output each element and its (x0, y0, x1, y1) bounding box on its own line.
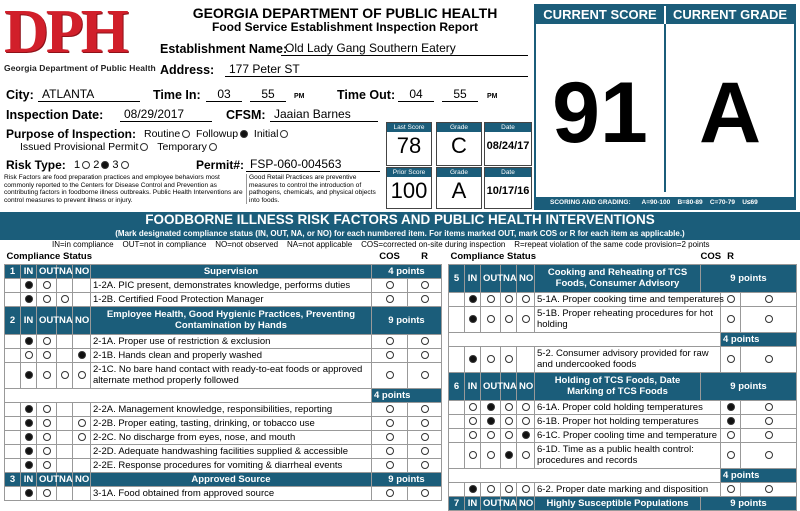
col-na: NA (57, 472, 73, 486)
purpose-temporary-label: Temporary (157, 141, 207, 153)
table-row (5, 458, 442, 472)
cos-radio[interactable] (386, 371, 394, 379)
risk-factors-note: Risk Factors are food preparation practices and employee behaviors most commonly reported to the Centers for Disease Control and Prevention as contributing factors in foodborne illness outbreaks. Public Health Interventions are control measures to prevent illness or injury. (4, 174, 243, 204)
r-header: R (727, 251, 734, 263)
item-label: 1-2B. Certified Food Protection Manager (91, 292, 372, 306)
status-radio[interactable] (469, 485, 477, 493)
risk-type-options (74, 159, 129, 171)
risk-2-radio[interactable] (101, 161, 109, 169)
last-score-value: 78 (396, 133, 422, 158)
r-radio[interactable] (421, 461, 429, 469)
purpose-temporary-radio[interactable] (209, 143, 217, 151)
permit-label: Permit#: (196, 158, 245, 172)
table-row (5, 348, 442, 362)
item-label: 5-1A. Proper cooking time and temperatures (535, 292, 721, 306)
status-radio[interactable] (522, 295, 530, 303)
last-score-box (386, 122, 432, 166)
section-title: Cooking and Reheating of TCS Foods, Consumer Advisory (535, 264, 701, 292)
status-radio[interactable] (505, 403, 513, 411)
banner-instructions: (Mark designated compliance status (IN, OUT, NA, or NO) for each numbered item. For items marked OUT, mark COS or R for each item as applicable.) (115, 229, 685, 238)
item-label: 2-2C. No discharge from eyes, nose, and mouth (91, 430, 372, 444)
item-label: 6-1A. Proper cold holding temperatures (535, 400, 721, 414)
cfsm-value: Jaaian Barnes (270, 107, 378, 122)
col-in: IN (465, 372, 481, 400)
purpose-followup-label: Followup (196, 128, 239, 140)
prior-grade-box (436, 167, 482, 209)
col-out: OUT (481, 372, 501, 400)
section-title: Employee Health, Good Hygienic Practices, Preventing Contamination by Hands (91, 306, 372, 334)
section-points: 9 points (372, 472, 442, 486)
risk-3-label: 3 (112, 159, 119, 171)
cos-radio[interactable] (386, 489, 394, 497)
item-label: 2-2E. Response procedures for vomiting & diarrheal events (91, 458, 372, 472)
cfsm-label: CFSM: (226, 108, 266, 122)
dph-logo (4, 0, 156, 78)
status-radio[interactable] (25, 489, 33, 497)
status-radio[interactable] (25, 461, 33, 469)
section-points: 4 points (721, 468, 797, 482)
purpose-label: Purpose of Inspection: (6, 127, 137, 141)
section-number: 2 (5, 306, 21, 334)
section-points: 9 points (701, 372, 797, 400)
item-label: 6-2. Proper date marking and disposition (535, 482, 721, 496)
table-row (449, 428, 797, 442)
status-radio[interactable] (43, 419, 51, 427)
scale-b: B=80-89 (677, 199, 703, 206)
col-na: NA (57, 306, 73, 334)
purpose-options-row2 (20, 141, 217, 153)
status-radio[interactable] (43, 351, 51, 359)
status-radio[interactable] (61, 371, 69, 379)
section-points: 4 points (721, 332, 797, 346)
r-radio[interactable] (765, 485, 773, 493)
legend-in: IN=in compliance (52, 240, 114, 249)
status-radio[interactable] (25, 351, 33, 359)
purpose-options-row1 (144, 128, 288, 140)
cos-radio[interactable] (386, 281, 394, 289)
prior-date-box (484, 167, 532, 209)
status-radio[interactable] (78, 351, 86, 359)
time-in-minute: 55 (250, 87, 286, 102)
status-radio[interactable] (25, 447, 33, 455)
section-title: Holding of TCS Foods, Date Marking of TCS Foods (535, 372, 701, 400)
time-out-minute: 55 (442, 87, 478, 102)
r-radio[interactable] (421, 433, 429, 441)
legend-na: NA=not applicable (287, 240, 353, 249)
current-grade-value: A (698, 65, 762, 161)
r-radio[interactable] (421, 447, 429, 455)
establishment-name-value: Old Lady Gang Southern Eatery (281, 41, 528, 56)
cos-radio[interactable] (386, 419, 394, 427)
table-row (5, 416, 442, 430)
col-in: IN (21, 306, 37, 334)
retail-practices-note: Good Retail Practices are preventive measures to control the introduction of pathogens, chemicals, and physical objects into foods. (246, 174, 382, 204)
col-in: IN (21, 472, 37, 486)
section-title: Highly Susceptible Populations (535, 496, 701, 510)
last-score-label: Last Score (387, 123, 431, 132)
table-row (449, 482, 797, 496)
scoring-legend (536, 197, 794, 209)
legend-out: OUT=not in compliance (122, 240, 207, 249)
city-value: ATLANTA (38, 87, 140, 102)
item-label: 2-1B. Hands clean and properly washed (91, 348, 372, 362)
scoring-label: SCORING AND GRADING: (550, 199, 631, 206)
status-radio[interactable] (487, 295, 495, 303)
table-row (5, 486, 442, 500)
cos-radio[interactable] (727, 451, 735, 459)
table-row (449, 346, 797, 372)
prior-score-value: 100 (390, 178, 428, 203)
item-label: 6-1D. Time as a public health control: procedures and records (535, 442, 721, 468)
establishment-name-label: Establishment Name: (160, 42, 288, 56)
status-radio[interactable] (469, 417, 477, 425)
status-radio[interactable] (43, 337, 51, 345)
cos-radio[interactable] (386, 447, 394, 455)
status-radio[interactable] (25, 337, 33, 345)
purpose-initial-radio[interactable] (280, 130, 288, 138)
status-radio[interactable] (505, 315, 513, 323)
compliance-status-header: Compliance Status (450, 251, 537, 263)
r-radio[interactable] (421, 295, 429, 303)
r-radio[interactable] (421, 371, 429, 379)
r-radio[interactable] (421, 419, 429, 427)
cos-radio[interactable] (727, 403, 735, 411)
cos-radio[interactable] (386, 461, 394, 469)
status-radio[interactable] (25, 281, 33, 289)
table-row (5, 334, 442, 348)
risk-1-label: 1 (74, 159, 81, 171)
status-radio[interactable] (25, 371, 33, 379)
status-legend (52, 240, 800, 249)
status-radio[interactable] (522, 485, 530, 493)
purpose-provisional-radio[interactable] (140, 143, 148, 151)
status-radio[interactable] (78, 419, 86, 427)
item-label: 2-2D. Adequate handwashing facilities supplied & accessible (91, 444, 372, 458)
current-score-label: CURRENT SCORE (536, 6, 664, 24)
legend-no: NO=not observed (215, 240, 279, 249)
cos-radio[interactable] (386, 351, 394, 359)
status-radio[interactable] (469, 315, 477, 323)
r-radio[interactable] (421, 337, 429, 345)
section-number: 5 (449, 264, 465, 292)
col-na: NA (57, 264, 73, 278)
section-points: 9 points (701, 264, 797, 292)
legend-r: R=repeat violation of the same code provision=2 points (514, 240, 710, 249)
time-out-ampm: PM (487, 93, 498, 100)
status-radio[interactable] (25, 433, 33, 441)
table-row (5, 278, 442, 292)
prior-grade-value: A (451, 178, 467, 203)
r-radio[interactable] (765, 417, 773, 425)
col-na: NA (501, 264, 517, 292)
section-number: 1 (5, 264, 21, 278)
status-radio[interactable] (487, 403, 495, 411)
item-label: 2-2B. Proper eating, tasting, drinking, or tobacco use (91, 416, 372, 430)
cos-radio[interactable] (727, 315, 735, 323)
purpose-routine-label: Routine (144, 128, 181, 140)
status-radio[interactable] (505, 355, 513, 363)
section-points: 9 points (372, 306, 442, 334)
col-no: NO (517, 264, 535, 292)
inspection-date-label: Inspection Date: (6, 108, 104, 122)
table-row (449, 400, 797, 414)
report-title: GEORGIA DEPARTMENT OF PUBLIC HEALTH (192, 5, 498, 21)
current-grade-label: CURRENT GRADE (666, 6, 794, 24)
status-radio[interactable] (522, 417, 530, 425)
purpose-provisional-label: Issued Provisional Permit (20, 141, 139, 153)
status-radio[interactable] (25, 419, 33, 427)
left-compliance-table (4, 250, 442, 501)
status-radio[interactable] (43, 489, 51, 497)
table-row (449, 306, 797, 332)
address-label: Address: (160, 63, 215, 77)
status-radio[interactable] (43, 281, 51, 289)
prior-score-box (386, 167, 432, 209)
current-score-value: 91 (552, 65, 648, 161)
r-radio[interactable] (421, 405, 429, 413)
table-row (449, 414, 797, 428)
cos-radio[interactable] (386, 405, 394, 413)
section-points: 4 points (372, 388, 442, 402)
status-radio[interactable] (78, 371, 86, 379)
status-radio[interactable] (522, 315, 530, 323)
time-out-hour: 04 (398, 87, 434, 102)
section-points: 9 points (701, 496, 797, 510)
status-radio[interactable] (487, 355, 495, 363)
purpose-initial-label: Initial (253, 128, 279, 140)
cos-header: COS (379, 251, 400, 263)
r-radio[interactable] (765, 315, 773, 323)
cos-radio[interactable] (727, 417, 735, 425)
status-radio[interactable] (505, 295, 513, 303)
cos-header: COS (700, 251, 722, 263)
col-out: OUT (37, 306, 57, 334)
col-out: OUT (37, 264, 57, 278)
item-label: 6-1B. Proper hot holding temperatures (535, 414, 721, 428)
table-row (5, 444, 442, 458)
col-na: NA (501, 496, 517, 510)
cos-radio[interactable] (386, 433, 394, 441)
status-radio[interactable] (61, 295, 69, 303)
status-radio[interactable] (469, 295, 477, 303)
r-header: R (421, 251, 428, 263)
r-radio[interactable] (765, 295, 773, 303)
scale-u: U≤69 (742, 199, 758, 206)
status-radio[interactable] (487, 485, 495, 493)
r-radio[interactable] (765, 355, 773, 363)
last-date-box (484, 122, 532, 166)
status-radio[interactable] (43, 447, 51, 455)
r-radio[interactable] (765, 451, 773, 459)
item-label: 1-2A. PIC present, demonstrates knowledge, performs duties (91, 278, 372, 292)
prior-date-value: 10/17/16 (486, 185, 530, 197)
section-title: Approved Source (91, 472, 372, 486)
status-radio[interactable] (43, 405, 51, 413)
status-radio[interactable] (505, 451, 513, 459)
cos-radio[interactable] (727, 295, 735, 303)
risk-1-radio[interactable] (82, 161, 90, 169)
table-row (449, 292, 797, 306)
time-in-hour: 03 (206, 87, 242, 102)
last-date-label: Date (485, 123, 531, 132)
cos-radio[interactable] (386, 295, 394, 303)
status-radio[interactable] (25, 405, 33, 413)
status-radio[interactable] (505, 417, 513, 425)
status-radio[interactable] (469, 451, 477, 459)
address-value: 177 Peter ST (225, 62, 528, 77)
scale-c: C=70-79 (709, 199, 735, 206)
cos-radio[interactable] (386, 337, 394, 345)
table-row (5, 430, 442, 444)
section-number: 6 (449, 372, 465, 400)
col-out: OUT (37, 472, 57, 486)
logo-text: DPH (4, 0, 126, 66)
status-radio[interactable] (487, 431, 495, 439)
status-radio[interactable] (78, 433, 86, 441)
last-grade-box (436, 122, 482, 166)
status-radio[interactable] (522, 403, 530, 411)
right-compliance-table (448, 250, 797, 511)
item-label: 2-1A. Proper use of restriction & exclusion (91, 334, 372, 348)
prior-date-label: Date (485, 168, 531, 177)
status-radio[interactable] (43, 433, 51, 441)
risk-type-label: Risk Type: (6, 158, 66, 172)
cos-radio[interactable] (727, 431, 735, 439)
cos-radio[interactable] (727, 485, 735, 493)
col-no: NO (517, 372, 535, 400)
status-radio[interactable] (43, 295, 51, 303)
prior-grade-label: Grade (437, 168, 481, 177)
col-out: OUT (481, 264, 501, 292)
col-out: OUT (481, 496, 501, 510)
status-radio[interactable] (469, 355, 477, 363)
status-radio[interactable] (25, 295, 33, 303)
r-radio[interactable] (421, 351, 429, 359)
permit-value: FSP-060-004563 (246, 157, 380, 172)
table-row (5, 292, 442, 306)
status-radio[interactable] (487, 315, 495, 323)
risk-factors-banner (0, 212, 800, 240)
status-radio[interactable] (43, 461, 51, 469)
status-radio[interactable] (469, 431, 477, 439)
cos-radio[interactable] (727, 355, 735, 363)
status-radio[interactable] (43, 371, 51, 379)
r-radio[interactable] (765, 403, 773, 411)
table-row (5, 362, 442, 388)
table-row (5, 402, 442, 416)
col-in: IN (465, 264, 481, 292)
col-no: NO (73, 472, 91, 486)
status-radio[interactable] (469, 403, 477, 411)
status-radio[interactable] (505, 485, 513, 493)
item-label: 5-1B. Proper reheating procedures for hot holding (535, 306, 721, 332)
logo-subtitle: Georgia Department of Public Health (4, 63, 156, 73)
last-date-value: 08/24/17 (486, 140, 530, 152)
legend-cos: COS=corrected on-site during inspection (361, 240, 506, 249)
section-number: 7 (449, 496, 465, 510)
col-no: NO (517, 496, 535, 510)
col-no: NO (73, 306, 91, 334)
report-subtitle: Food Service Establishment Inspection Report (211, 20, 479, 34)
r-radio[interactable] (421, 281, 429, 289)
time-in-label: Time In: (153, 88, 201, 102)
risk-3-radio[interactable] (121, 161, 129, 169)
city-label: City: (6, 88, 34, 102)
status-radio[interactable] (522, 431, 530, 439)
scale-a: A=90-100 (641, 199, 671, 206)
time-out-label: Time Out: (337, 88, 396, 102)
col-na: NA (501, 372, 517, 400)
col-no: NO (73, 264, 91, 278)
inspection-date-value: 08/29/2017 (120, 107, 212, 122)
col-in: IN (21, 264, 37, 278)
col-in: IN (465, 496, 481, 510)
item-label: 3-1A. Food obtained from approved source (91, 486, 372, 500)
status-radio[interactable] (505, 431, 513, 439)
status-radio[interactable] (487, 417, 495, 425)
section-number: 3 (5, 472, 21, 486)
status-radio[interactable] (522, 451, 530, 459)
item-label: 6-1C. Proper cooling time and temperature (535, 428, 721, 442)
r-radio[interactable] (421, 489, 429, 497)
status-radio[interactable] (487, 451, 495, 459)
r-radio[interactable] (765, 431, 773, 439)
time-in-ampm: PM (294, 93, 305, 100)
banner-title: FOODBORNE ILLNESS RISK FACTORS AND PUBLIC HEALTH INTERVENTIONS (145, 212, 655, 227)
item-label: 2-1C. No bare hand contact with ready-to-eat foods or approved alternate method properly followed (91, 362, 372, 388)
section-points: 4 points (372, 264, 442, 278)
compliance-status-header: Compliance Status (6, 251, 93, 263)
purpose-followup-radio[interactable] (240, 130, 248, 138)
item-label: 2-2A. Management knowledge, responsibilities, reporting (91, 402, 372, 416)
last-grade-value: C (451, 133, 467, 158)
prior-score-label: Prior Score (387, 168, 431, 177)
purpose-routine-radio[interactable] (182, 130, 190, 138)
risk-2-label: 2 (93, 159, 100, 171)
section-title: Supervision (91, 264, 372, 278)
item-label: 5-2. Consumer advisory provided for raw and undercooked foods (535, 346, 721, 372)
last-grade-label: Grade (437, 123, 481, 132)
table-row (449, 442, 797, 468)
